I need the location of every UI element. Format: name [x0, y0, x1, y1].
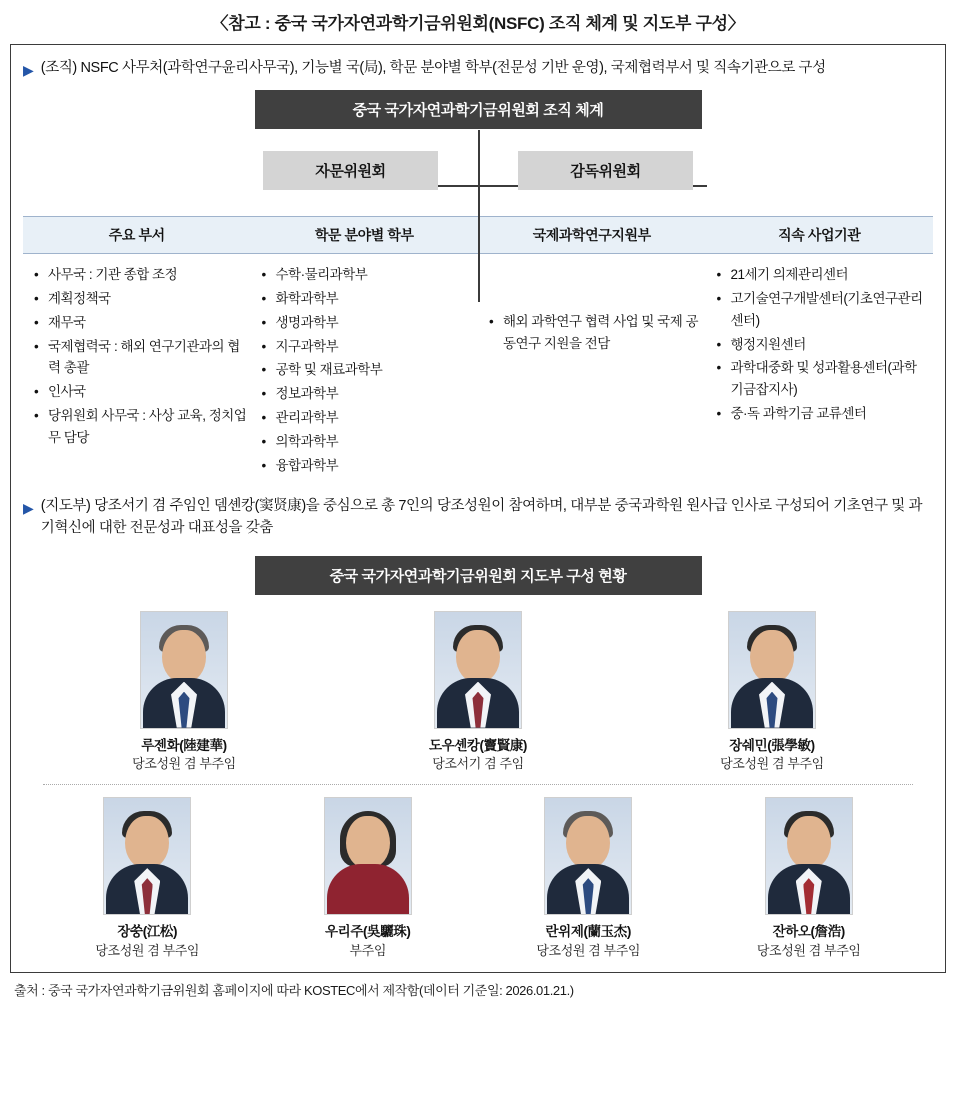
list-item: • 행정지원센터	[731, 334, 930, 356]
person-card	[393, 611, 563, 774]
list-item: • 21세기 의제관리센터	[731, 264, 930, 286]
org-column-international-support	[478, 217, 706, 485]
person-card	[724, 797, 894, 960]
leadership-title-node: 중국 국가자연과학기금위원회 지도부 구성 현황	[255, 556, 702, 595]
list-item: • 관리과학부	[276, 407, 475, 429]
person-card	[62, 797, 232, 960]
person-name: 잔하오(詹浩)	[772, 924, 845, 940]
list-item: • 화학과학부	[276, 288, 475, 310]
org-column-academic-divisions	[251, 217, 479, 485]
person-name: 루젠화(陸建華)	[141, 737, 227, 753]
row-divider	[43, 784, 913, 785]
list-item: • 융합과학부	[276, 455, 475, 477]
list-item: • 과학대중화 및 성과활용센터(과학기금잡지사)	[731, 357, 930, 401]
column-body	[706, 254, 934, 425]
list-item: • 재무국	[48, 312, 247, 334]
column-header: 직속 사업기관	[706, 217, 934, 254]
page-title: 〈참고 : 중국 국가자연과학기금위원회(NSFC) 조직 체계 및 지도부 구성〉	[211, 14, 745, 33]
person-name: 란위제(蘭玉杰)	[545, 924, 631, 940]
org-root-node: 중국 국가자연과학기금위원회 조직 체계	[255, 90, 702, 129]
bullet-organization-text: (조직) NSFC 사무처(과학연구윤리사무국), 기능별 국(局), 학문 분야별 학부(전문성 기반 운영), 국제협력부서 및 직속기관으로 구성	[40, 60, 826, 76]
bullet-leadership-text: (지도부) 당조서기 겸 주임인 뎀셴캉(窦贤康)을 중심으로 총 7인의 당조성원이 참여하며, 대부분 중국과학원 원사급 인사로 구성되어 기초연구 및 과기혁신에 대한 전문성과 대표성을 갖춤	[40, 497, 923, 537]
person-role: 당조성원 겸 부주임	[132, 756, 236, 772]
list-item: • 공학 및 재료과학부	[276, 359, 475, 381]
list-item: • 국제협력국 : 해외 연구기관과의 협력 총괄	[48, 336, 247, 380]
portrait-male-blue-tie	[728, 611, 816, 729]
person-role: 부주임	[349, 942, 386, 958]
content-frame	[10, 44, 946, 973]
triangle-right-icon: ▶	[23, 62, 34, 78]
column-body	[23, 254, 251, 449]
bullet-organization	[23, 57, 933, 80]
triangle-right-icon: ▶	[23, 499, 34, 516]
portrait-female	[324, 797, 412, 915]
person-role: 당조성원 겸 부주임	[536, 942, 641, 958]
list-item: • 의학과학부	[276, 431, 475, 453]
org-branch-advisory: 자문위원회	[263, 151, 438, 190]
portrait-male-glasses-dark	[103, 797, 191, 915]
column-header: 학문 분야별 학부	[251, 217, 479, 254]
column-body	[251, 254, 479, 477]
list-item: • 당위원회 사무국 : 사상 교육, 정치업무 담당	[48, 405, 247, 449]
person-card	[99, 611, 269, 774]
person-name: 우리주(吳驪珠)	[325, 924, 411, 940]
bullet-leadership	[23, 495, 933, 540]
person-role: 당조성원 겸 부주임	[756, 942, 861, 958]
org-branch-row	[23, 151, 933, 190]
portrait-male-dark-suit	[434, 611, 522, 729]
person-name: 도우셴캉(竇賢康)	[428, 737, 528, 753]
list-item: • 지구과학부	[276, 336, 475, 358]
list-item: • 생명과학부	[276, 312, 475, 334]
column-header: 국제과학연구지원부	[478, 217, 706, 254]
org-column-main-departments	[23, 217, 251, 485]
list-item: • 고기술연구개발센터(기초연구관리센터)	[731, 288, 930, 332]
portrait-male-red-tie	[765, 797, 853, 915]
leadership-row-2	[37, 797, 919, 960]
list-item: • 해외 과학연구 협력 사업 및 국제 공동연구 지원을 전담	[503, 311, 702, 355]
person-name: 장쑹(江松)	[117, 924, 178, 940]
person-card	[283, 797, 453, 960]
column-body	[478, 254, 706, 404]
org-chart	[23, 90, 933, 485]
portrait-male-glasses	[140, 611, 228, 729]
list-item: • 사무국 : 기관 종합 조정	[48, 264, 247, 286]
org-branch-supervisory: 감독위원회	[518, 151, 693, 190]
source-note: 출처 : 중국 국가자연과학기금위원회 홈페이지에 따라 KOSTEC에서 제작함(데이터 기준일: 2026.01.21.)	[14, 983, 574, 999]
org-column-affiliated-institutions	[706, 217, 934, 485]
leadership-people	[23, 611, 933, 961]
person-card	[687, 611, 857, 774]
person-name: 장쉐민(張學敏)	[729, 737, 815, 753]
leadership-row-1	[37, 611, 919, 774]
person-role: 당조성원 겸 부주임	[720, 756, 824, 772]
list-item: • 정보과학부	[276, 383, 475, 405]
column-header: 주요 부서	[23, 217, 251, 254]
portrait-male-gray-hair	[544, 797, 632, 915]
person-role: 당조서기 겸 주임	[432, 756, 524, 772]
person-role: 당조성원 겸 부주임	[95, 942, 200, 958]
list-item: • 중·독 과학기금 교류센터	[731, 403, 930, 425]
person-card	[503, 797, 673, 960]
list-item: • 인사국	[48, 381, 247, 403]
list-item: • 수학·물리과학부	[276, 264, 475, 286]
list-item: • 계획정책국	[48, 288, 247, 310]
